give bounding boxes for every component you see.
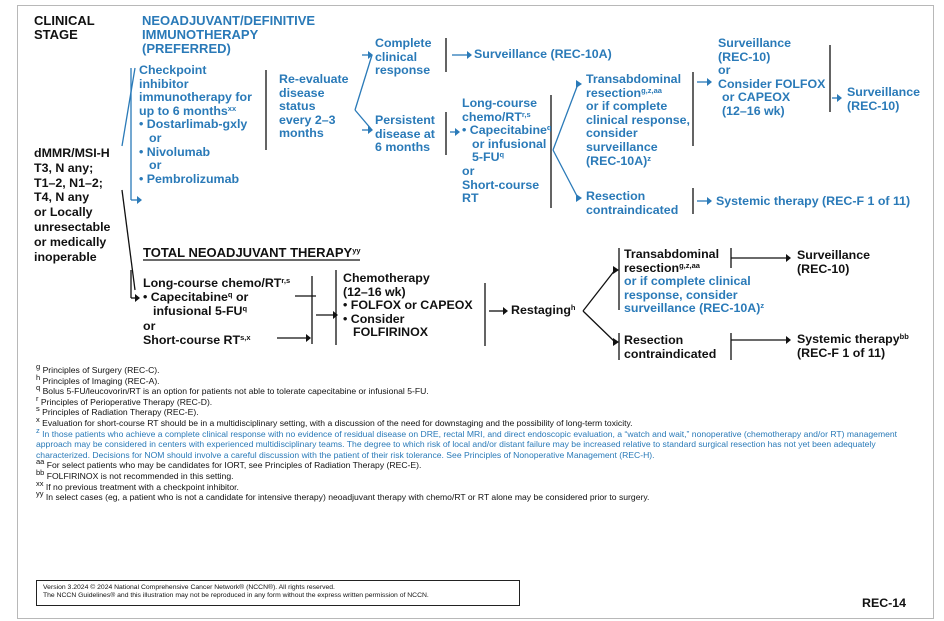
footnotes <box>36 362 906 503</box>
footnote-item: $^{xx}$ If no previous treatment with a checkpoint inhibitor. <box>36 478 239 492</box>
surv-folfox-line: or CAPEOX <box>722 90 791 105</box>
footnote-item: $^{yy}$ In select cases (eg, a patient who is not a candidate for intensive therapy) neoadjuvant therapy with chemo/RT or RT alone may be considered prior to surgery. <box>36 489 650 503</box>
surv-rec10-top-line: Surveillance <box>847 85 921 99</box>
transab-bottom-line: surveillance $(REC-10A)^z$ <box>624 301 765 316</box>
immuno-line: or <box>149 158 162 173</box>
copyright-box <box>36 580 520 606</box>
resection-ci-top-line: Resection <box>586 189 646 203</box>
footnote-item: $^z$ In those patients who achieve a complete clinical response with no evidence of residual disease on DRE, rectal MRI, and direct endoscopic evaluation, a “watch and wait,” nonoperative (chemotherapy and/or RT) management approach may be considered in centers with experienced multidisciplinary teams. The degree to which risk of local and/or distant failure may be increased relative to standard surgical resection has not yet been adequately characterized. Decisions for NOM should involve a careful discussion with the patient of their risk tolerance. See Principles of Nonoperative Management (REC-H). <box>36 425 898 460</box>
entry-line: or Locally <box>34 205 93 220</box>
complete-line: response <box>375 63 431 78</box>
persistent-line: disease at <box>375 126 435 141</box>
longcourse-bottom-line: Long-course chemo/RT$^{r,s}$ <box>143 276 291 290</box>
chemo-line: FOLFIRINOX <box>353 325 429 340</box>
chemo-line: (12–16 wk) <box>343 284 406 299</box>
transab-bottom-line: or if complete clinical <box>624 274 751 289</box>
systemic-bottom-line: (REC-F 1 of 11) <box>797 345 886 360</box>
persistent-disease-node <box>375 114 435 155</box>
immuno-line: • Nivolumab <box>139 144 211 159</box>
immuno-line: up to 6 months$^{xx}$ <box>139 103 237 118</box>
chemotherapy-node <box>343 272 473 340</box>
clinical-stage-line2: STAGE <box>34 27 78 43</box>
clinical-stage-heading <box>34 14 95 42</box>
immuno-line: or <box>149 130 162 145</box>
longcourse-bottom-line: or <box>143 318 156 333</box>
complete-response-node <box>375 37 431 78</box>
page-id: REC-14 <box>862 596 907 610</box>
reeval-line: every 2–3 <box>279 112 336 127</box>
systemic-therapy-bottom-node <box>797 333 909 360</box>
immuno-line: • Pembrolizumab <box>139 171 240 186</box>
reeval-line: months <box>279 126 324 141</box>
transab-top-line: consider <box>586 126 638 141</box>
long-course-top-node <box>462 97 552 206</box>
longcourse-top-line: chemo/RT$^{r,s}$ <box>462 109 531 124</box>
neoadjuvant-heading <box>142 14 315 57</box>
chemo-line: • Consider <box>343 311 405 326</box>
copyright-line: The NCCN Guidelines® and this illustration may not be reproduced in any form without the express written permission of NCCN. <box>43 592 429 599</box>
entry-line: unresectable <box>34 219 111 234</box>
resection-ci-bottom-line: contraindicated <box>624 346 717 361</box>
transab-top-line: or if complete <box>586 99 668 114</box>
surv-folfox-line: (REC-10) <box>718 49 771 64</box>
clinical-stage-line1: CLINICAL <box>34 13 95 28</box>
entry-line: T1–2, N1–2; <box>34 175 103 190</box>
surveillance-rec10-top-node <box>847 86 920 113</box>
immuno-line: • Dostarlimab-gxly <box>139 117 248 132</box>
transab-bottom-line: resection$^{g,z,aa}$ <box>624 260 700 275</box>
neoadjuvant-heading-line1: NEOADJUVANT/DEFINITIVE <box>142 13 316 28</box>
transab-top-line: resection$^{g,z,aa}$ <box>586 85 662 100</box>
footnote-item: $^x$ Evaluation for short-course RT should be in a multidisciplinary setting, with a discussion of the need for downstaging and the possibility of long-term toxicity. <box>36 414 633 428</box>
longcourse-top-line: RT <box>462 191 479 206</box>
footnote-item: $^g$ Principles of Surgery (REC-C). <box>36 362 160 375</box>
entry-line: T4, N any <box>34 190 90 205</box>
footnote-item: $^r$ Principles of Perioperative Therapy (REC-D). <box>36 393 213 407</box>
transab-bottom-line: response, consider <box>624 287 738 302</box>
transabdominal-bottom-node <box>624 248 764 316</box>
footnote-item: $^s$ Principles of Radiation Therapy (REC-E). <box>36 404 199 418</box>
longcourse-bottom-line: infusional $5-FU^q$ <box>153 304 248 319</box>
surv-rec10-bottom-line: Surveillance <box>797 248 871 262</box>
entry-line: inoperable <box>34 249 97 264</box>
surv-folfox-line: Surveillance <box>718 36 792 50</box>
complete-line: Complete <box>375 36 432 50</box>
transab-top-line: surveillance <box>586 139 658 154</box>
entry-line: dMMR/MSI-H <box>34 146 110 160</box>
longcourse-top-line: $5-FU^q$ <box>472 150 505 165</box>
immuno-line: Checkpoint <box>139 63 207 77</box>
longcourse-top-line: or infusional <box>472 136 547 151</box>
surveillance-rec10a-node: Surveillance (REC-10A) <box>474 47 612 61</box>
footnote-item: $^{aa}$ For select patients who may be candidates for IORT, see Principles of Radiation Therapy (REC-E). <box>36 457 422 471</box>
neoadjuvant-heading-line3: (PREFERRED) <box>142 41 231 57</box>
persistent-line: Persistent <box>375 113 435 127</box>
transab-top-line: clinical response, <box>586 112 690 127</box>
systemic-bottom-line: Systemic therapy$^{bb}$ <box>797 332 909 346</box>
longcourse-top-line: • Capecitabine$^q$ <box>462 123 552 138</box>
resection-contraindicated-bottom-node <box>624 334 716 361</box>
entry-line: T3, N any; <box>34 160 94 175</box>
tnt-heading: TOTAL NEOADJUVANT $THERAPY^{yy}$ <box>143 245 361 260</box>
longcourse-top-line: Short-course <box>462 177 540 192</box>
transabdominal-top-node <box>586 73 690 168</box>
surveillance-folfox-node <box>718 37 825 119</box>
longcourse-bottom-line: • Capecitabine$^q$ or <box>143 290 249 305</box>
reevaluate-node <box>279 73 349 141</box>
resection-ci-bottom-line: Resection <box>624 333 684 347</box>
surv-folfox-line: Consider FOLFOX <box>718 76 826 91</box>
immuno-line: inhibitor <box>139 76 189 91</box>
surv-folfox-line: or <box>718 63 731 78</box>
transab-top-line: $(REC-10A)^z$ <box>586 153 652 168</box>
longcourse-top-line: or <box>462 163 475 178</box>
longcourse-bottom-line: Short-course RT$^{s,x}$ <box>143 332 251 347</box>
immuno-line: immunotherapy for <box>139 90 252 105</box>
footnote-item: $^h$ Principles of Imaging (REC-A). <box>36 372 160 386</box>
immunotherapy-node <box>139 64 252 186</box>
entry-node <box>34 146 110 264</box>
reeval-line: status <box>279 99 316 114</box>
systemic-therapy-top-node: Systemic therapy (REC-F 1 of 11) <box>716 194 911 208</box>
longcourse-top-line: Long-course <box>462 96 538 110</box>
surv-folfox-line: (12–16 wk) <box>722 103 785 118</box>
copyright-line: Version 3.2024 © 2024 National Comprehensive Cancer Network® (NCCN®). All rights reserved. <box>43 584 335 591</box>
resection-contraindicated-top-node <box>586 190 678 217</box>
resection-ci-top-line: contraindicated <box>586 202 679 217</box>
transab-top-line: Transabdominal <box>586 72 682 86</box>
chemo-line: Chemotherapy <box>343 271 430 285</box>
surv-rec10-bottom-line: (REC-10) <box>797 261 850 276</box>
footnote-item: $^q$ Bolus 5-FU/leucovorin/RT is an option for patients not able to tolerate capecitabine or infusional 5-FU. <box>36 383 429 397</box>
surv-rec10-top-line: (REC-10) <box>847 98 900 113</box>
persistent-line: 6 months <box>375 140 431 155</box>
complete-line: clinical <box>375 49 418 64</box>
reeval-line: disease <box>279 85 325 100</box>
reeval-line: Re-evaluate <box>279 72 349 86</box>
neoadjuvant-heading-line2: IMMUNOTHERAPY <box>142 27 259 43</box>
transab-bottom-line: Transabdominal <box>624 247 720 261</box>
footnote-item: $^{bb}$ FOLFIRINOX is not recommended in this setting. <box>36 467 234 481</box>
long-course-bottom-node <box>143 276 290 347</box>
chemo-line: • FOLFOX or CAPEOX <box>343 298 473 313</box>
restaging-node: Restaging$^h$ <box>511 303 576 317</box>
surveillance-rec10-bottom-node <box>797 249 870 276</box>
entry-line: or medically <box>34 234 107 249</box>
